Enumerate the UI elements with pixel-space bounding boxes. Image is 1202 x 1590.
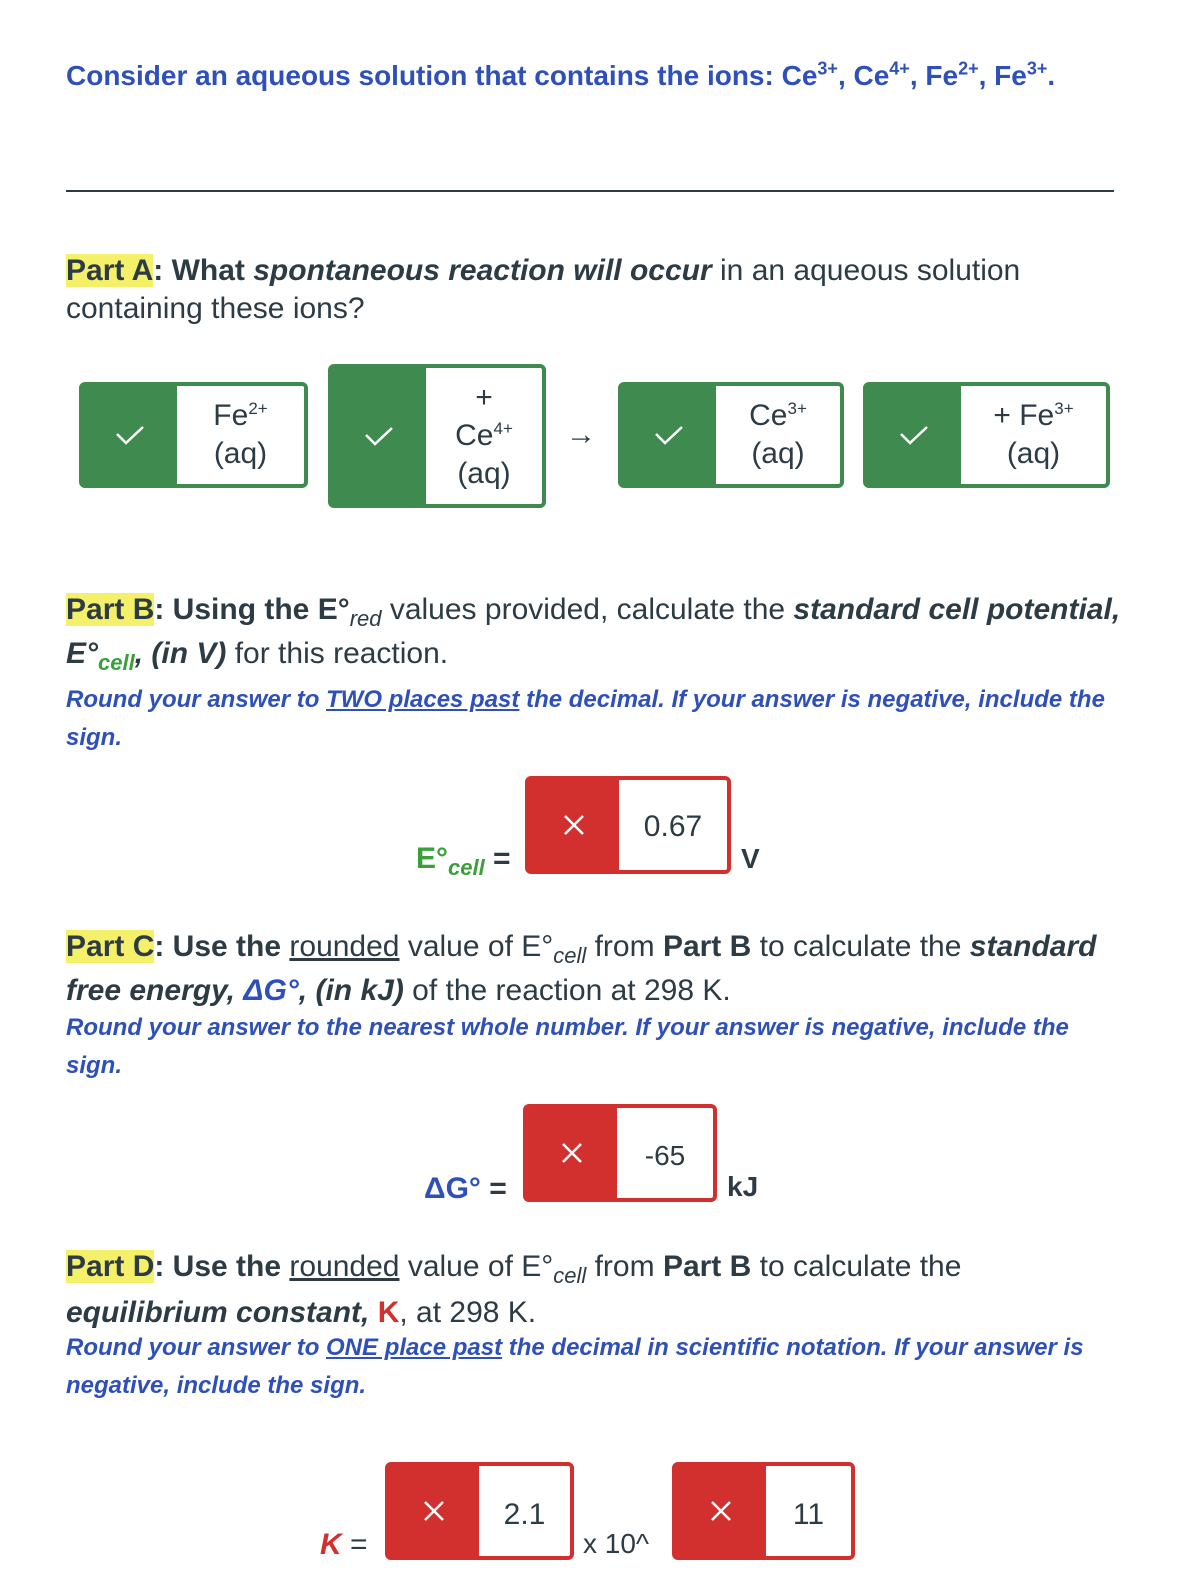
check-icon bbox=[622, 386, 716, 484]
part-c-instructions: Round your answer to the nearest whole number. If your answer is negative, include the sign. bbox=[66, 1014, 1069, 1079]
check-icon bbox=[332, 368, 426, 504]
deltag-label: ΔG° = bbox=[424, 1172, 507, 1205]
part-d-instructions: Round your answer to ONE place past the decimal in scientific notation. If your answer is negative, include the sign. bbox=[66, 1334, 1084, 1399]
answer-chip-ce4[interactable] bbox=[328, 364, 546, 508]
part-b-instructions: Round your answer to TWO places past the decimal. If your answer is negative, include the sign. bbox=[66, 686, 1105, 751]
check-icon bbox=[867, 386, 961, 484]
k-exponent-box[interactable] bbox=[672, 1462, 855, 1560]
deltag-answer-box[interactable] bbox=[523, 1104, 717, 1202]
check-icon bbox=[83, 386, 177, 484]
k-exponent-value: 11 bbox=[792, 1498, 825, 1531]
part-b-question: Part B: Using the $E^\circ_{red}$ values provided, calculate the standard cell potential, $E^\circ_{cell}$, (in V) for this reaction. bbox=[66, 593, 1121, 675]
x-icon bbox=[389, 1466, 479, 1556]
ecell-answer-value: 0.67 bbox=[643, 810, 703, 843]
k-mantissa-box[interactable] bbox=[385, 1462, 574, 1560]
chip-text: + $Fe^{3+}$ (aq) bbox=[993, 399, 1074, 470]
deltag-answer-value: -65 bbox=[644, 1140, 686, 1171]
chip-text: + $Ce^{4+}$ (aq) bbox=[455, 381, 513, 490]
part-a-question: Part A: What spontaneous reaction will occur in an aqueous solution containing these ions? bbox=[66, 254, 1021, 325]
part-c-question: Part C: Use the rounded value of $E^\circ_{cell}$ from Part B to calculate the standard free energy, ΔG°, (in kJ) of the reaction at 298 K. bbox=[66, 930, 1097, 1007]
divider bbox=[66, 190, 1114, 192]
k-label: K = bbox=[320, 1528, 368, 1561]
part-d-question: Part D: Use the rounded value of $E^\circ_{cell}$ from Part B to calculate the equilibrium constant, K, at 298 K. bbox=[66, 1250, 962, 1329]
x-icon bbox=[529, 780, 619, 870]
deltag-unit: kJ bbox=[727, 1171, 759, 1202]
answer-chip-fe3[interactable] bbox=[863, 382, 1110, 488]
intro-text: Consider an aqueous solution that contains the ions: $Ce^{3+}$, $Ce^{4+}$, $Fe^{2+}$, $Fe^{3+}$. bbox=[66, 58, 1056, 91]
answer-chip-ce3[interactable] bbox=[618, 382, 844, 488]
k-mantissa-value: 2.1 bbox=[503, 1498, 546, 1531]
ecell-answer-box[interactable] bbox=[525, 776, 731, 874]
chip-text: $Ce^{3+}$ (aq) bbox=[749, 399, 807, 470]
reaction-arrow: → bbox=[566, 418, 596, 451]
answer-chip-fe2[interactable] bbox=[79, 382, 308, 488]
chip-text: $Fe^{2+}$ (aq) bbox=[213, 399, 268, 470]
x-icon bbox=[527, 1108, 617, 1198]
ecell-unit: V bbox=[741, 843, 760, 874]
x-icon bbox=[676, 1466, 766, 1556]
ecell-label: $E^\circ_{cell}$ = bbox=[416, 842, 511, 880]
times-ten-label: x 10^ bbox=[583, 1528, 650, 1559]
